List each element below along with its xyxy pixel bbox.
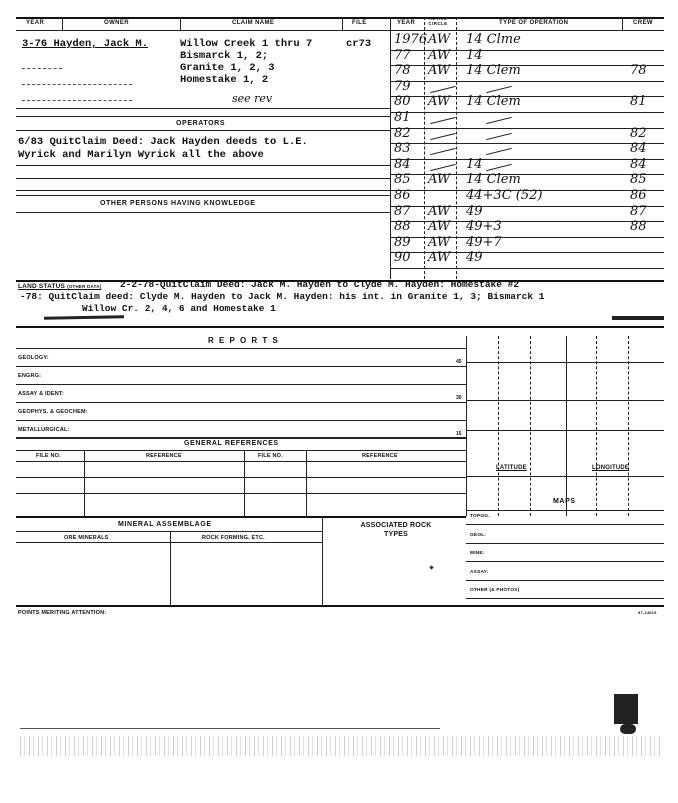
operation-row [390, 125, 664, 144]
maps-title: MAPS [553, 498, 576, 505]
header-claim-name: CLAIM NAME [232, 20, 275, 26]
scan-smudge [44, 315, 124, 319]
operation-type: 14 Clem [466, 172, 521, 188]
report-number: 15 [456, 431, 462, 437]
operation-type: 49+3 [466, 219, 502, 235]
ditto-mark [486, 117, 511, 124]
operation-year: 90 [394, 250, 411, 266]
land-status-line-1: 2-2-78-QuitClaim Deed: Jack M. Hayden to Clyde M. Hayden: Homestake #2 [120, 279, 520, 290]
operation-active: AW [428, 94, 451, 110]
ditto-mark [486, 86, 511, 93]
ditto-mark [486, 132, 511, 139]
operation-active: AW [428, 172, 451, 188]
operation-crew: 86 [630, 188, 647, 203]
other-persons-title: OTHER PERSONS HAVING KNOWLEDGE [100, 200, 256, 207]
owner-year-name: 3-76 Hayden, Jack M. [22, 38, 149, 50]
operation-year: 78 [394, 63, 411, 79]
operation-row [390, 96, 664, 112]
operation-year: 81 [394, 110, 411, 125]
latitude-label: LATITUDE [496, 465, 527, 471]
report-label: ASSAY & IDENT: [18, 391, 64, 397]
ditto-mark [430, 164, 455, 171]
claim-line-4: Homestake 1, 2 [180, 74, 269, 86]
operation-year: 85 [394, 172, 411, 188]
longitude-label: LONGITUDE [592, 465, 630, 471]
land-status-line-3: Willow Cr. 2, 4, 6 and Homestake 1 [82, 303, 276, 314]
header-owner: OWNER [104, 20, 129, 26]
header-year: YEAR [26, 20, 45, 26]
report-number: 30 [456, 395, 462, 401]
see-rev-note: see rev [232, 92, 273, 105]
operation-active: AW [428, 63, 451, 79]
operation-active: AW [428, 250, 451, 266]
operation-crew: 84 [630, 141, 647, 157]
map-row-label: OTHER (& PHOTOS) [470, 588, 520, 593]
stray-mark [429, 565, 433, 569]
report-label: GEOPHYS. & GEOCHEM: [18, 409, 88, 415]
gr-col-ref-1: REFERENCE [146, 453, 182, 459]
points-meriting-attention-label: POINTS MERITING ATTENTION: [18, 610, 107, 616]
claim-line-2: Bismarck 1, 2; [180, 50, 269, 62]
operation-type: 49 [466, 203, 483, 219]
gr-col-ref-2: REFERENCE [362, 453, 398, 459]
ditto-mark [430, 86, 455, 93]
operation-crew: 84 [630, 156, 647, 172]
operation-type: 49 [466, 250, 483, 266]
ditto-mark [430, 132, 455, 139]
scan-black-block [614, 694, 638, 724]
operation-crew: 78 [630, 63, 647, 79]
operation-row [390, 65, 664, 81]
rock-forming-label: ROCK FORMING, ETC. [202, 535, 265, 541]
header-crew: CREW [633, 20, 653, 26]
scan-noise-band [20, 736, 660, 756]
ditto-mark [430, 117, 455, 124]
map-row-label: GEOL: [470, 532, 487, 538]
operation-row [390, 252, 664, 268]
operation-active: AW [428, 203, 451, 219]
operation-type: 14 Clem [466, 94, 521, 110]
gr-col-file-2: FILE NO. [258, 453, 283, 459]
ditto-mark [486, 164, 511, 171]
operation-crew: 85 [630, 172, 647, 188]
report-number: 45 [456, 359, 462, 365]
map-row-label: ASSAY: [470, 569, 489, 575]
ditto-mark [486, 148, 511, 155]
operation-type: 14 [466, 47, 483, 63]
operation-active: AW [428, 234, 451, 250]
scan-black-blob [620, 724, 636, 734]
reports-title: R E P O R T S [208, 336, 280, 345]
claim-line-1: Willow Creek 1 thru 7 [180, 38, 313, 50]
mineral-assemblage-title: MINERAL ASSEMBLAGE [118, 521, 212, 528]
operation-type: 14 Clme [466, 32, 521, 47]
operation-year: 77 [394, 47, 411, 63]
operation-crew: 81 [630, 94, 647, 110]
land-status-line-2: -78: QuitClaim deed: Clyde M. Hayden to Jack M. Hayden: his int. in Granite 1, 3; Bismarck 1 [20, 291, 545, 302]
scan-smudge-right [612, 316, 664, 320]
operation-active: AW [428, 47, 451, 63]
operation-year: 86 [394, 188, 411, 203]
map-row-label: TOPOG. [470, 514, 490, 519]
ditto-mark [430, 148, 455, 155]
operation-type: 14 [466, 156, 483, 172]
ore-minerals-label: ORE MINERALS [64, 535, 109, 541]
claim-line-3: Granite 1, 2, 3 [180, 62, 275, 74]
operation-year: 89 [394, 234, 411, 250]
operators-title: OPERATORS [176, 120, 226, 127]
operation-row [390, 112, 664, 128]
operation-year: 87 [394, 203, 411, 219]
operation-year: 1976 [394, 32, 428, 47]
gr-col-file-1: FILE NO. [36, 453, 61, 459]
map-row-label: MINE: [470, 551, 485, 556]
owner-file: cr73 [346, 38, 372, 50]
header-year-2: YEAR [397, 20, 416, 26]
operation-type: 44+3C (52) [466, 188, 543, 203]
header-active-circle: ACTIVE CIRCLE [428, 16, 448, 26]
report-label: GEOLOGY: [18, 355, 49, 361]
operation-year: 80 [394, 94, 411, 110]
operation-year: 88 [394, 219, 411, 235]
associated-rock-types-label: ASSOCIATED ROCK TYPES [360, 522, 432, 538]
operation-crew: 82 [630, 125, 647, 141]
operation-type: 49+7 [466, 234, 502, 250]
operation-year: 82 [394, 125, 411, 141]
operation-crew: 88 [630, 219, 647, 235]
operation-active: AW [428, 219, 451, 235]
operation-year: 83 [394, 141, 411, 157]
operation-year: 84 [394, 156, 411, 172]
header-file: FILE [352, 20, 367, 26]
operators-line-2: Wyrick and Marilyn Wyrick all the above [18, 149, 264, 161]
header-type-of-operation: TYPE OF OPERATION [499, 20, 569, 26]
general-references-title: GENERAL REFERENCES [184, 440, 279, 447]
operation-row [390, 143, 664, 159]
operation-year: 79 [394, 78, 411, 94]
land-status-title: LAND STATUS (OTHER DATA) [18, 283, 102, 290]
operation-active: AW [428, 32, 451, 47]
report-label: ENGRG: [18, 373, 42, 379]
report-label: METALLURGICAL: [18, 427, 70, 433]
form-number: 97-14615 [638, 610, 657, 615]
operation-type: 14 Clem [466, 63, 521, 79]
operators-line-1: 6/83 QuitClaim Deed: Jack Hayden deeds to L.E. [18, 136, 308, 148]
operation-crew: 87 [630, 203, 647, 219]
